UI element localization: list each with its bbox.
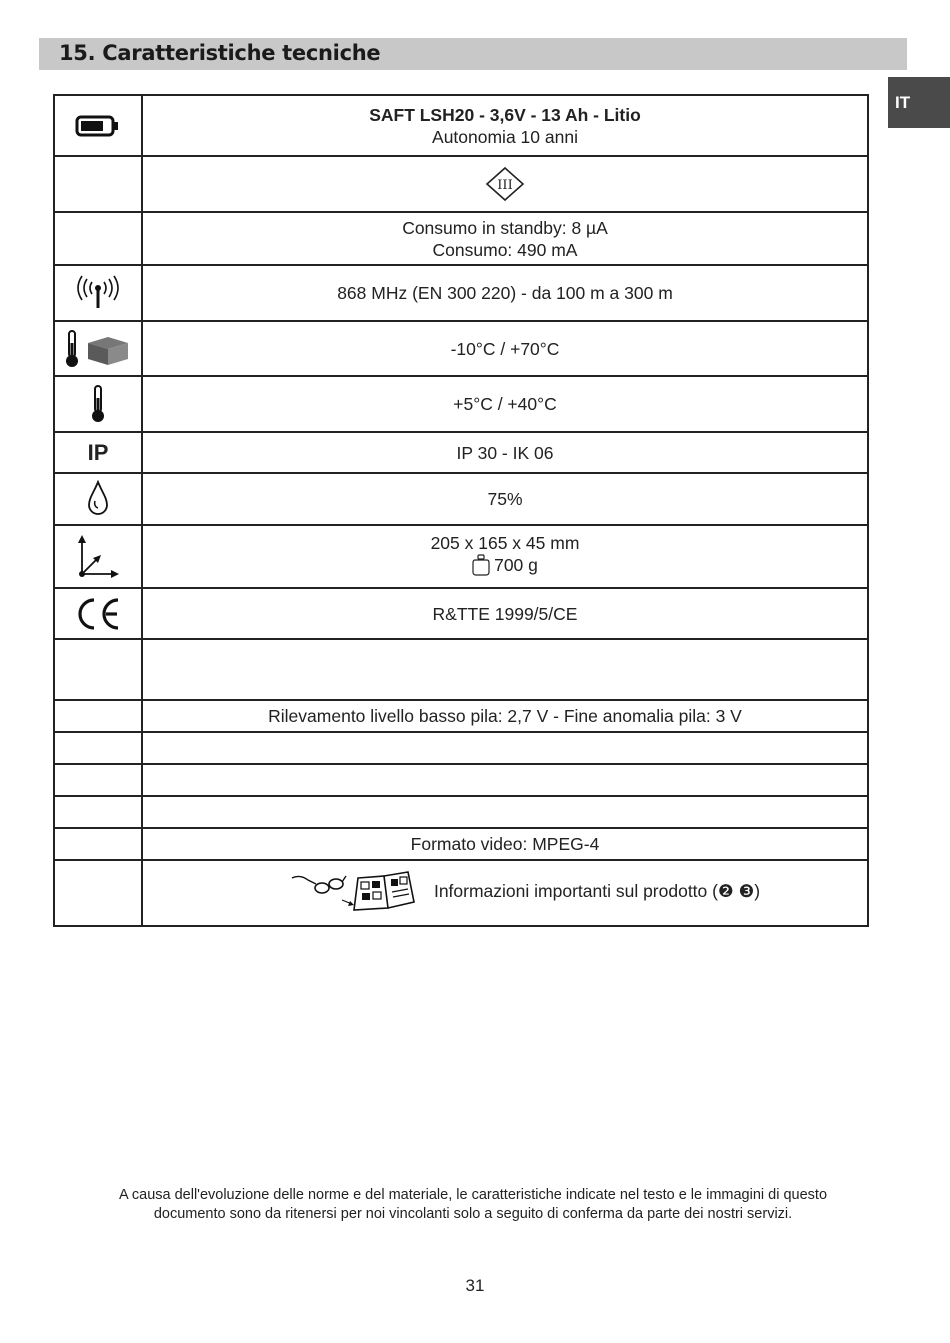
table-row [54,732,868,764]
table-row [54,525,868,588]
read-manual-icon [290,870,418,912]
table-row [54,376,868,432]
icon-cell [54,473,142,525]
icon-cell [54,321,142,376]
battery-detection: Rilevamento livello basso pila: 2,7 V - Fine anomalia pila: 3 V [268,706,742,726]
weight-value: 700 g [494,555,538,575]
section-title: 15. Caratteristiche tecniche [59,41,381,65]
value-cell [142,828,868,860]
video-format: Formato video: MPEG-4 [410,834,600,854]
table-row [54,588,868,639]
product-info-line [290,870,760,912]
table-row [54,473,868,525]
weight-icon [472,554,490,576]
value-cell [142,525,868,588]
language-tab-label: IT [895,93,911,112]
value-cell [142,860,868,926]
section-title-bar [39,38,907,70]
weight-line [472,554,538,576]
icon-cell [54,95,142,156]
icon-cell [54,588,142,639]
active-consumption: Consumo: 490 mA [432,239,578,260]
dimensions-value: 205 x 165 x 45 mm [430,533,580,553]
battery-icon [75,114,121,138]
antenna-icon [76,275,120,311]
icon-cell [54,525,142,588]
icon-cell [54,156,142,212]
table-row [54,95,868,156]
operating-temperature: +5°C / +40°C [453,394,557,414]
page-number: 31 [465,1276,485,1295]
product-info-text: Informazioni importanti sul prodotto (❷ ❸) [433,880,761,901]
storage-temperature: -10°C / +70°C [450,338,560,359]
footer-disclaimer-line: documento sono da ritenersi per noi vincolanti solo a seguito di conferma da parte dei nostri servizi. [153,1206,793,1222]
icon-cell [54,828,142,860]
table-row [54,764,868,796]
ce-directive: R&TTE 1999/5/CE [432,603,578,624]
language-tab [888,77,950,128]
value-cell [142,796,868,828]
table-row [54,796,868,828]
value-cell [142,95,868,156]
radio-frequency: 868 MHz (EN 300 220) - da 100 m a 300 m [337,283,673,303]
footer-disclaimer [60,1186,886,1224]
value-cell [142,432,868,473]
table-row [54,860,868,926]
icon-cell [54,639,142,700]
table-row [54,700,868,732]
dimensions-axes-icon [76,534,120,580]
icon-cell [54,796,142,828]
footer-disclaimer-line: A causa dell'evoluzione delle norme e del materiale, le caratteristiche indicate nel testo e le immagini di questo [118,1187,828,1203]
battery-autonomy: Autonomia 10 anni [432,126,578,147]
icon-cell [54,860,142,926]
humidity-value: 75% [487,489,523,509]
ip-rating-icon: IP [87,439,109,465]
value-cell [142,321,868,376]
standby-consumption: Consumo in standby: 8 µA [402,217,608,238]
table-row [54,321,868,376]
table-row [54,639,868,700]
icon-cell [54,732,142,764]
table-row [54,156,868,212]
value-cell [142,764,868,796]
storage-temperature-icon [62,329,134,369]
battery-model: SAFT LSH20 - 3,6V - 13 Ah - Litio [369,104,641,125]
table-row [54,432,868,473]
icon-cell [54,700,142,732]
value-cell [142,156,868,212]
value-cell [142,639,868,700]
value-cell [142,212,868,265]
humidity-drop-icon [86,480,110,518]
icon-cell [54,432,142,473]
specs-table [53,94,869,927]
ip-ik-rating: IP 30 - IK 06 [456,442,554,463]
class-iii-label: III [497,178,513,193]
value-cell [142,588,868,639]
value-cell [142,473,868,525]
table-row [54,265,868,321]
ce-mark-icon [74,596,122,632]
icon-cell [54,764,142,796]
thermometer-icon [86,384,110,424]
icon-cell [54,212,142,265]
class-iii-diamond-icon [485,166,525,202]
value-cell [142,700,868,732]
table-row [54,828,868,860]
icon-cell [54,376,142,432]
value-cell [142,265,868,321]
table-row [54,212,868,265]
value-cell [142,732,868,764]
icon-cell [54,265,142,321]
value-cell [142,376,868,432]
